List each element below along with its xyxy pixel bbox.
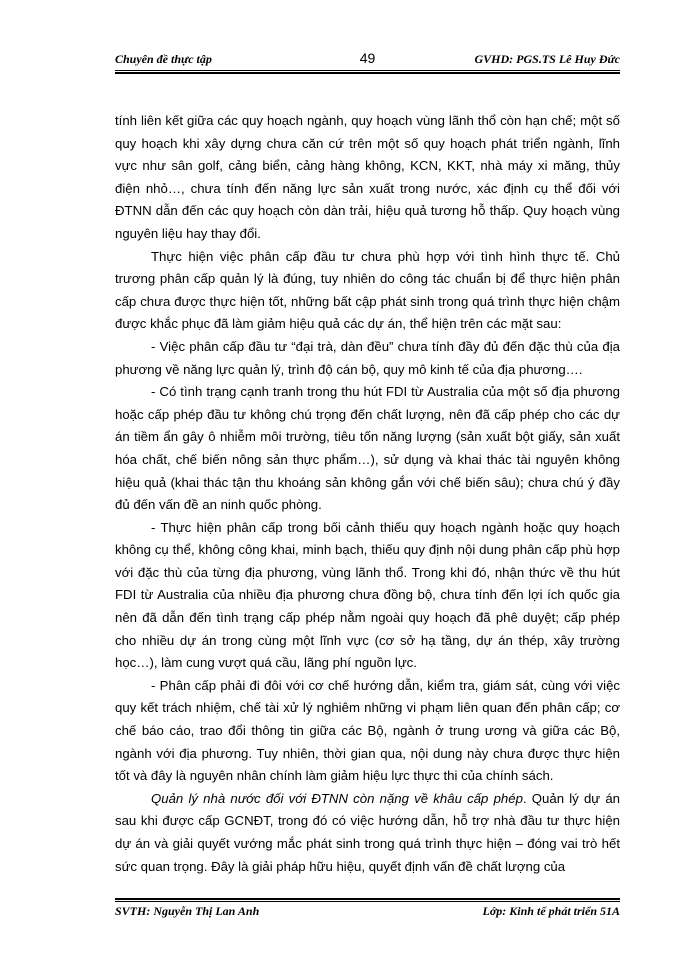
header-rule xyxy=(115,70,620,74)
footer-student: SVTH: Nguyễn Thị Lan Anh xyxy=(115,904,260,918)
bullet-paragraph: - Phân cấp phải đi đôi với cơ chế hướng dẫn, kiểm tra, giám sát, cùng với việc quy kết trách nhiệm, chế tài xử lý nghiêm những vi phạm liên quan đến phân cấp; cơ chế báo cáo, trao đổi thông tin giữa các Bộ, ngành ở trung ương và giữa các Bộ, ngành với địa phương. Tuy nhiên, thời gian qua, nội dung này chưa được thực hiện tốt và đây là nguyên nhân chính làm giảm hiệu lực thực thi của chính sách. xyxy=(115,677,620,784)
document-body xyxy=(115,110,620,878)
bullet-paragraph: - Thực hiện phân cấp trong bối cảnh thiếu quy hoạch ngành hoặc quy hoạch không cụ thể, không công khai, minh bạch, thiếu quy định nội dung phân cấp phù hợp với đặc thù của từng địa phương, vùng lãnh thổ. Trong khi đó, nhận thức về thu hút FDI từ Australia của nhiều địa phương chưa đồng bộ, chưa tính đến lợi ích quốc gia nên đã dẫn đến tình trạng cấp phép nằm ngoài quy hoạch đã phê duyệt; cấp phép cho nhiều dự án trong cùng một lĩnh vực (cơ sở hạ tầng, dự án thép, xây trường học…), làm cung vượt quá cầu, lãng phí nguồn lực. xyxy=(115,519,620,671)
footer-rule xyxy=(115,898,620,902)
paragraph: Thực hiện việc phân cấp đầu tư chưa phù hợp với tình hình thực tế. Chủ trương phân cấp quản lý là đúng, tuy nhiên do công tác chuẩn bị để thực hiện phân cấp chưa được thực hiện tốt, những bất cập phát sinh trong quá trình thực hiện chậm được khắc phục đã làm giảm hiệu quả các dự án, thể hiện trên các mặt sau: xyxy=(115,248,620,332)
italic-lead-sentence: Quản lý nhà nước đối với ĐTNN còn nặng về khâu cấp phép xyxy=(151,790,523,806)
paragraph-final xyxy=(115,788,620,878)
page-footer xyxy=(115,904,620,924)
page-header xyxy=(115,50,620,72)
bullet-paragraph: - Có tình trạng cạnh tranh trong thu hút FDI từ Australia của một số địa phương hoặc cấp phép đầu tư không chú trọng đến chất lượng, nên đã cấp phép cho các dự án tiềm ẩn gây ô nhiễm môi trường, tiêu tốn năng lượng (sản xuất bột giấy, sản xuất hóa chất, chế biến nông sản thực phẩm…), sử dụng và khai thác tài nguyên không hiệu quả (khai thác tận thu khoáng sản không gắn với chế biến sâu); chưa chú ý đầy đủ đến vấn đề an ninh quốc phòng. xyxy=(115,384,620,513)
header-supervisor: GVHD: PGS.TS Lê Huy Đức xyxy=(474,52,620,66)
paragraph-continued: tính liên kết giữa các quy hoạch ngành, quy hoạch vùng lãnh thổ còn hạn chế; một số quy hoạch khi xây dựng chưa căn cứ trên một số quy hoạch phát triển ngành, lĩnh vực như sân golf, cảng biển, cảng hàng không, KCN, KKT, nhà máy xi măng, thủy điện nhỏ…, chưa tính đến năng lực sản xuất trong nước, xác định cụ thể đối với ĐTNN dẫn đến các quy hoạch còn dàn trải, hiệu quả tương hỗ thấp. Quy hoạch vùng nguyên liệu hay thay đổi. xyxy=(115,113,620,241)
page-number: 49 xyxy=(359,50,376,66)
paragraph-rest: . Quản lý dự án sau khi được cấp GCNĐT, trong đó có việc hướng dẫn, hỗ trợ nhà đầu tư thực hiện dự án và giải quyết vướng mắc phát sinh trong quá trình thực hiện – đóng vai trò hết sức quan trọng. Đây là giải pháp hữu hiệu, quyết định vấn đề chất lượng của xyxy=(115,790,620,874)
bullet-paragraph: - Việc phân cấp đầu tư “đại trà, dàn đều” chưa tính đầy đủ đến đặc thù của địa phương về năng lực quản lý, trình độ cán bộ, quy mô kinh tế của địa phương…. xyxy=(115,338,620,377)
footer-class: Lớp: Kinh tế phát triển 51A xyxy=(482,904,620,918)
header-course-title: Chuyên đề thực tập xyxy=(115,52,212,66)
